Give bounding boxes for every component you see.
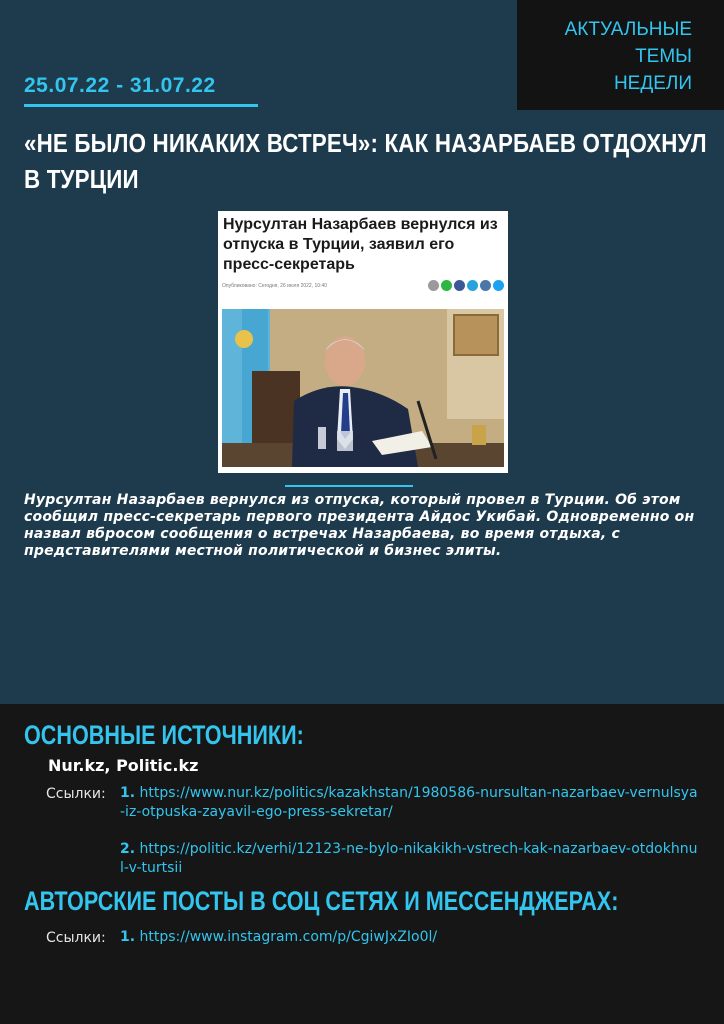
source-link-1[interactable]	[120, 784, 700, 822]
posts-links-label: Ссылки:	[46, 930, 106, 946]
twitter-icon	[493, 280, 504, 291]
source-link-1-url[interactable]: https://www.nur.kz/politics/kazakhstan/1980586-nursultan-nazarbaev-vernulsya-iz-otpuska-zayavil-ego-press-sekretar/	[120, 785, 698, 820]
sources-links-label: Ссылки:	[46, 786, 106, 802]
source-link-2-url[interactable]: https://politic.kz/verhi/12123-ne-bylo-nikakikh-vstrech-kak-nazarbaev-otdokhnul-v-turtsii	[120, 841, 698, 876]
post-link-1-num: 1.	[120, 929, 136, 945]
post-link-1[interactable]	[120, 928, 700, 947]
source-link-1-num: 1.	[120, 785, 136, 801]
article-meta: Опубликовано: Сегодня, 26 июля 2022, 10:40	[222, 283, 327, 289]
whatsapp-icon	[441, 280, 452, 291]
caption-divider	[285, 485, 413, 487]
page-title: «НЕ БЫЛО НИКАКИХ ВСТРЕЧ»: КАК НАЗАРБАЕВ ОТДОХНУЛ В ТУРЦИИ	[24, 128, 707, 194]
share-icons	[428, 280, 504, 291]
badge-line1: АКТУАЛЬНЫЕ ТЕМЫ	[564, 19, 692, 67]
weekly-topics-badge	[517, 0, 724, 110]
vk-icon	[480, 280, 491, 291]
source-link-2[interactable]	[120, 840, 700, 878]
posts-heading: АВТОРСКИЕ ПОСТЫ В СОЦ СЕТЯХ И МЕССЕНДЖЕРАХ:	[24, 886, 619, 916]
date-range: 25.07.22 - 31.07.22	[24, 74, 216, 97]
photo-illustration	[222, 309, 504, 467]
telegram-icon	[467, 280, 478, 291]
article-summary: Нурсултан Назарбаев вернулся из отпуска, который провел в Турции. Об этом сообщил пресс-секретарь первого президента Айдос Укибай. Одновременно он назвал вбросом сообщения о встречах Назарбаева, во время отдыха, с представителями местной политической и бизнес элиты.	[24, 492, 695, 559]
article-screenshot	[218, 211, 508, 473]
post-link-1-url[interactable]: https://www.instagram.com/p/CgiwJxZIo0l/	[139, 929, 438, 945]
link-icon	[428, 280, 439, 291]
article-photo	[222, 309, 504, 467]
date-underline	[24, 104, 258, 107]
badge-line2: НЕДЕЛИ	[613, 73, 692, 94]
source-link-2-num: 2.	[120, 841, 136, 857]
sources-heading: ОСНОВНЫЕ ИСТОЧНИКИ:	[24, 720, 304, 750]
sources-names: Nur.kz, Politic.kz	[48, 756, 199, 775]
article-headline: Нурсултан Назарбаев вернулся из отпуска в Турции, заявил его пресс-секретарь	[223, 216, 498, 273]
facebook-icon	[454, 280, 465, 291]
